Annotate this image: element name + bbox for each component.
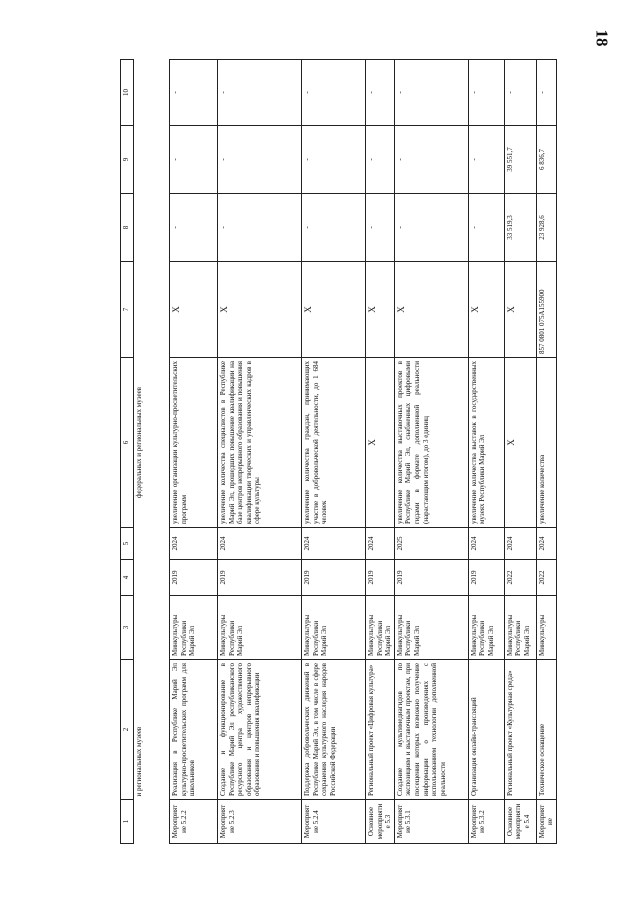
event-description: Поддержка добровольческих движений в Республике Марий Эл, в том числе в сфере сохранения культурного наследия народов Российской Федерации <box>302 660 366 800</box>
column-header: 8 <box>121 194 134 262</box>
end-year: 2024 <box>218 528 302 560</box>
event-code: Мероприятие 5.3.1 <box>394 800 468 844</box>
column-header: 6 <box>121 358 134 528</box>
end-year: 2024 <box>468 528 504 560</box>
start-year: 2019 <box>366 560 395 596</box>
executor: Минкультуры Республики Марий Эл <box>302 596 366 660</box>
amount-2: 6 836,7 <box>536 126 556 194</box>
table-row <box>468 60 504 844</box>
event-description: Региональный проект «Культурная среда» <box>504 660 536 800</box>
expected-result: увеличение организации культурно-просветительских программ <box>170 358 218 528</box>
event-description: Реализация в Республике Марий Эл культурно-просветительских программ для школьников <box>170 660 218 800</box>
executor: Минкультуры <box>536 596 556 660</box>
start-year: 2022 <box>536 560 556 596</box>
event-code: Мероприятие 5.3.2 <box>468 800 504 844</box>
amount-1: - <box>218 194 302 262</box>
event-description: Техническое оснащение <box>536 660 556 800</box>
amount-1: - <box>302 194 366 262</box>
amount-2: - <box>394 126 468 194</box>
amount-3: - <box>468 60 504 126</box>
budget-code: X <box>218 262 302 358</box>
event-code: Мероприятие 5.2.3 <box>218 800 302 844</box>
table-row <box>504 60 536 844</box>
amount-2: - <box>218 126 302 194</box>
program-table <box>120 59 557 844</box>
executor: Минкультуры Республики Марий Эл <box>366 596 395 660</box>
amount-2: - <box>468 126 504 194</box>
amount-3: - <box>170 60 218 126</box>
column-header: 3 <box>121 596 134 660</box>
event-code: Основное мероприятие 5.3 <box>366 800 395 844</box>
event-code: Мероприятие 5.2.4 <box>302 800 366 844</box>
amount-2: 39 551,7 <box>504 126 536 194</box>
event-description: Региональный проект «Цифровая культура» <box>366 660 395 800</box>
column-header: 4 <box>121 560 134 596</box>
table-row <box>394 60 468 844</box>
amount-2: - <box>366 126 395 194</box>
expected-result: увеличение количества специалистов в Республике Марий Эл, прошедших повышение квалификации на базе центров непрерывного образования и повышения квалификации творческих и управленческих кадров в сфере культуры <box>218 358 302 528</box>
amount-2: - <box>170 126 218 194</box>
budget-code: X <box>170 262 218 358</box>
continuation-text: федеральных и региональных музеев <box>134 358 170 528</box>
column-header: 2 <box>121 660 134 800</box>
executor: Минкультуры Республики Марий Эл <box>394 596 468 660</box>
event-description: Организация онлайн-трансляций <box>468 660 504 800</box>
expected-result: увеличение количества <box>536 358 556 528</box>
executor: Минкультуры Республики Марий Эл <box>468 596 504 660</box>
start-year: 2019 <box>170 560 218 596</box>
start-year: 2019 <box>218 560 302 596</box>
event-code: Мероприятие 5.2.2 <box>170 800 218 844</box>
expected-result: X <box>366 358 395 528</box>
expected-result: увеличение количества выставок в государственных музеях Республики Марий Эл <box>468 358 504 528</box>
budget-code: X <box>504 262 536 358</box>
column-number-row <box>121 60 134 844</box>
amount-2: - <box>302 126 366 194</box>
end-year: 2024 <box>302 528 366 560</box>
executor: Минкультуры Республики Марий Эл <box>504 596 536 660</box>
amount-3: - <box>394 60 468 126</box>
event-code: Основное мероприятие 5.4 <box>504 800 536 844</box>
amount-1: - <box>468 194 504 262</box>
amount-3: - <box>302 60 366 126</box>
event-code: Мероприятие <box>536 800 556 844</box>
executor: Минкультуры Республики Марий Эл <box>170 596 218 660</box>
budget-code: X <box>302 262 366 358</box>
end-year: 2024 <box>170 528 218 560</box>
start-year: 2022 <box>504 560 536 596</box>
expected-result: X <box>504 358 536 528</box>
column-header: 10 <box>121 60 134 126</box>
budget-code: X <box>394 262 468 358</box>
expected-result: увеличение количества выставочных проектов в Республике Марий Эл, снабженных цифровыми гидами в формате дополненной реальности (нарастающим итогом), до 3 единиц <box>394 358 468 528</box>
start-year: 2019 <box>302 560 366 596</box>
table-row <box>302 60 366 844</box>
column-header: 5 <box>121 528 134 560</box>
expected-result: увеличение количества граждан, принимающих участие в добровольческой деятельности, до 1 684 человек <box>302 358 366 528</box>
column-header: 9 <box>121 126 134 194</box>
amount-1: - <box>170 194 218 262</box>
budget-code: X <box>366 262 395 358</box>
amount-1: 33 519,3 <box>504 194 536 262</box>
continuation-row <box>134 60 170 844</box>
rotated-page-content <box>120 60 600 844</box>
amount-3: - <box>218 60 302 126</box>
start-year: 2019 <box>394 560 468 596</box>
amount-1: - <box>366 194 395 262</box>
table-row <box>170 60 218 844</box>
amount-3: - <box>536 60 556 126</box>
amount-1: - <box>394 194 468 262</box>
continuation-text: и региональных музеев <box>134 660 170 800</box>
amount-3: - <box>504 60 536 126</box>
end-year: 2025 <box>394 528 468 560</box>
budget-code: X <box>468 262 504 358</box>
table-row <box>536 60 556 844</box>
event-description: Создание и функционирование в Республике Марий Эл республиканского ресурсного центра художественного образования и центров непрерывного образования и повышения квалификации <box>218 660 302 800</box>
table-row <box>366 60 395 844</box>
event-description: Создание мультимедиагидов по экспозициям и выставочным проектам, при посещении которых возможно получение информации о произведениях с использованием технологии дополненной реальности <box>394 660 468 800</box>
column-header: 1 <box>121 800 134 844</box>
table-row <box>218 60 302 844</box>
start-year: 2019 <box>468 560 504 596</box>
end-year: 2024 <box>536 528 556 560</box>
end-year: 2024 <box>366 528 395 560</box>
amount-3: - <box>366 60 395 126</box>
page-number: 18 <box>592 29 612 47</box>
end-year: 2024 <box>504 528 536 560</box>
column-header: 7 <box>121 262 134 358</box>
budget-code: 857 0801 075А155900 <box>536 262 556 358</box>
amount-1: 23 928,6 <box>536 194 556 262</box>
executor: Минкультуры Республики Марий Эл <box>218 596 302 660</box>
